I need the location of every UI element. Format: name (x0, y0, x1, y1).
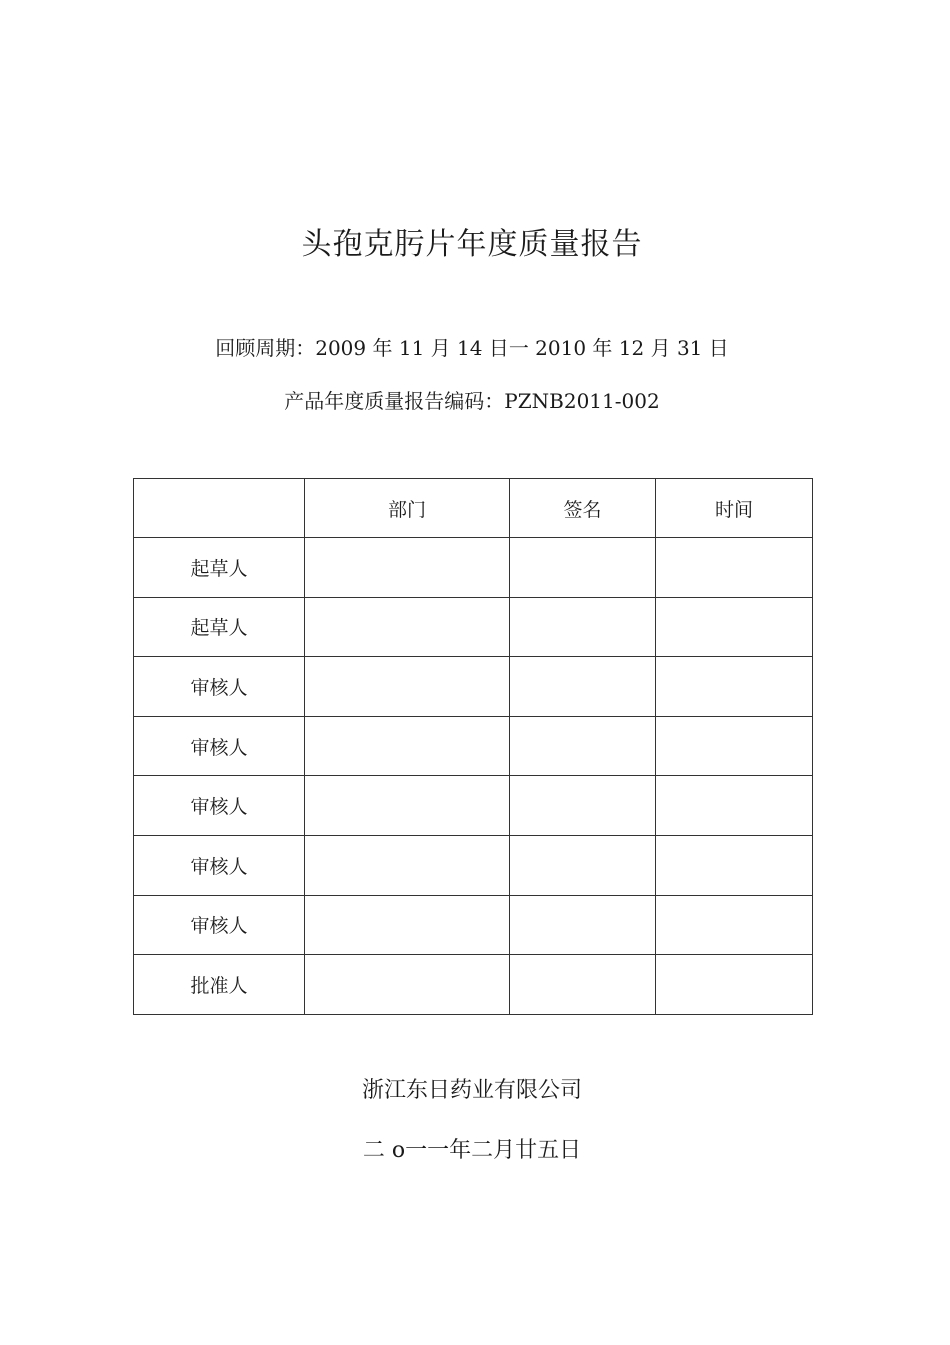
header-department: 部门 (305, 479, 510, 538)
signature-cell (510, 835, 656, 895)
role-cell: 批准人 (134, 955, 305, 1015)
time-cell (656, 955, 813, 1015)
time-cell (656, 716, 813, 776)
signature-cell (510, 716, 656, 776)
department-cell (305, 597, 510, 657)
time-cell (656, 895, 813, 955)
review-period: 回顾周期：2009 年 11 月 14 日一 2010 年 12 月 31 日 (215, 336, 729, 360)
department-cell (305, 716, 510, 776)
time-cell (656, 538, 813, 598)
company-name: 浙江东日药业有限公司 (361, 1078, 582, 1103)
department-cell (305, 538, 510, 598)
issue-date: 二 o一一年二月廿五日 (362, 1138, 582, 1163)
header-time: 时间 (656, 479, 813, 538)
table-row (134, 597, 813, 657)
table-row (134, 895, 813, 955)
table-row (134, 955, 813, 1015)
role-cell: 起草人 (134, 538, 305, 598)
role-cell: 审核人 (134, 657, 305, 717)
time-cell (656, 657, 813, 717)
role-cell: 审核人 (134, 895, 305, 955)
table-row (134, 835, 813, 895)
signature-cell (510, 657, 656, 717)
role-cell: 审核人 (134, 776, 305, 836)
table-header-row (134, 479, 813, 538)
table-row (134, 716, 813, 776)
table-row (134, 538, 813, 598)
header-signature: 签名 (510, 479, 656, 538)
signature-cell (510, 895, 656, 955)
table-row (134, 657, 813, 717)
role-cell: 审核人 (134, 835, 305, 895)
department-cell (305, 895, 510, 955)
table-row (134, 776, 813, 836)
role-cell: 审核人 (134, 716, 305, 776)
header-role (134, 479, 305, 538)
signature-cell (510, 538, 656, 598)
department-cell (305, 955, 510, 1015)
department-cell (305, 776, 510, 836)
signature-cell (510, 955, 656, 1015)
report-code: 产品年度质量报告编码：PZNB2011-002 (284, 389, 660, 413)
department-cell (305, 657, 510, 717)
document-title: 头孢克肟片年度质量报告 (301, 227, 643, 262)
signature-cell (510, 597, 656, 657)
department-cell (305, 835, 510, 895)
signature-cell (510, 776, 656, 836)
time-cell (656, 597, 813, 657)
signature-table (133, 478, 813, 1015)
role-cell: 起草人 (134, 597, 305, 657)
time-cell (656, 776, 813, 836)
time-cell (656, 835, 813, 895)
